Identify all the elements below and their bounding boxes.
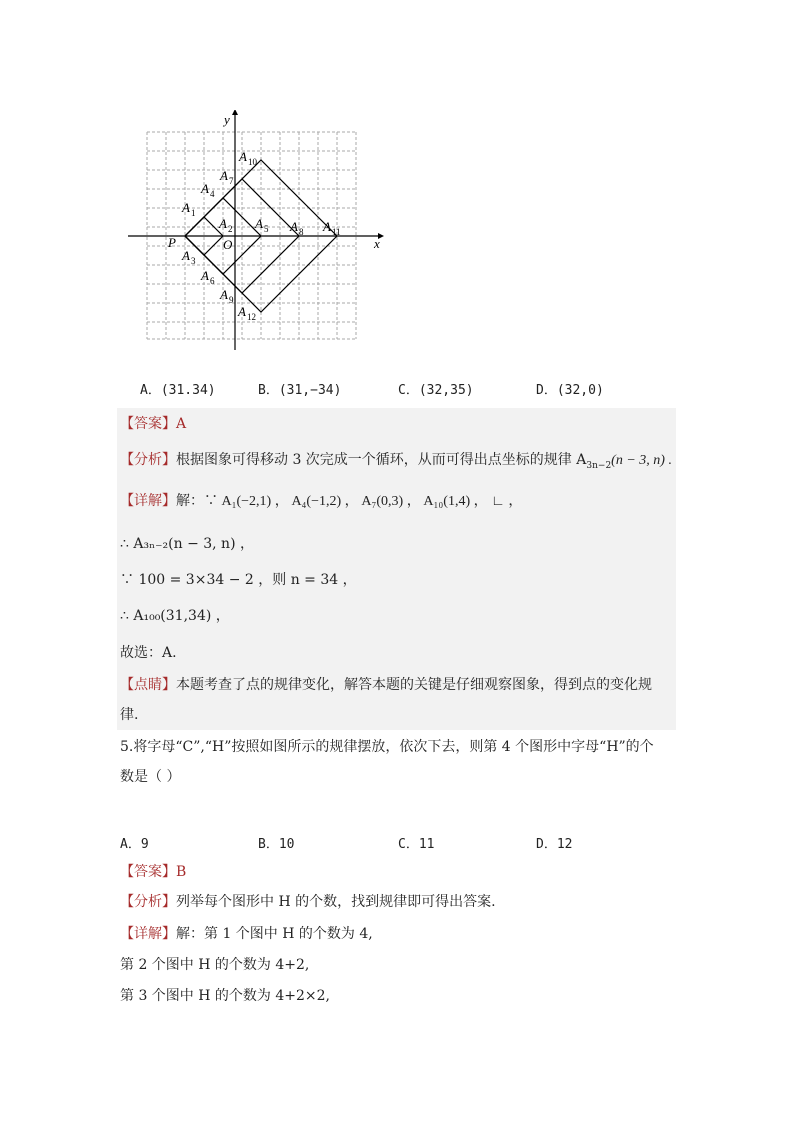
analysis-subscript: 3n−2 (586, 460, 612, 471)
label-a7-sub: 7 (229, 176, 234, 186)
q4-analysis-line (120, 450, 672, 476)
label-a4: A (201, 181, 209, 196)
analysis-tag: 【分析】 (120, 452, 176, 468)
label-a5-sub: 5 (264, 224, 269, 234)
q5-analysis-line (120, 892, 496, 912)
label-a11: A (323, 219, 331, 234)
answer-value: A (176, 416, 187, 432)
q5-analysis-text: 列举每个图形中 H 的个数，找到规律即可得出答案. (176, 894, 496, 910)
coordinate-grid-figure (120, 110, 390, 355)
x-axis-label: x (374, 236, 380, 251)
y-axis-label: y (224, 112, 230, 127)
label-a3: A (182, 248, 190, 263)
q5-detail-line-2: 第 2 个图中 H 的个数为 4+2, (120, 957, 310, 973)
option-b: B．(31,−34) (258, 383, 342, 398)
label-a5: A (255, 216, 263, 231)
detail-tag: 【详解】 (120, 493, 176, 509)
label-a1-sub: 1 (191, 208, 196, 218)
q5-stem-line-2: 数是（ ） (120, 769, 181, 785)
q4-answer-line (120, 414, 186, 434)
label-a12-sub: 12 (247, 312, 256, 322)
comment-tag: 【点睛】 (120, 677, 176, 693)
label-a10: A (239, 149, 247, 164)
q5-analysis-tag: 【分析】 (120, 894, 176, 910)
q4-detail-line-2: ∴ A₃ₙ₋₂(n − 3, n) ， (120, 536, 254, 552)
q5-answer-value: B (176, 864, 187, 880)
option-a: A．(31.34) (140, 383, 216, 398)
q5-answer-line (120, 862, 186, 882)
arrow-y (232, 110, 238, 115)
analysis-coord: (n − 3, n) . (611, 453, 672, 468)
label-a6: A (201, 268, 209, 283)
q5-option-d: D．12 (536, 837, 573, 852)
label-a11-sub: 11 (332, 227, 341, 237)
label-a2-sub: 2 (228, 224, 233, 234)
label-a9: A (220, 287, 228, 302)
point-p-label: P (168, 235, 176, 250)
label-a4-sub: 4 (210, 189, 215, 199)
detail-text-1: 解：∵ A₁(−2,1) ， A₄(−1,2) ， A₇(0,3) ， A₁₀(1,4) ， ∟ ， (176, 494, 523, 509)
label-a2: A (219, 216, 227, 231)
label-a7: A (220, 168, 228, 183)
q4-comment-line-1 (120, 675, 652, 695)
q4-detail-line-1 (120, 491, 522, 512)
label-a6-sub: 6 (210, 276, 215, 286)
option-d: D．(32,0) (536, 383, 604, 398)
answer-tag: 【答案】 (120, 416, 176, 432)
label-a9-sub: 9 (229, 295, 234, 305)
label-a12: A (238, 304, 246, 319)
q5-option-c: C．11 (398, 837, 435, 852)
analysis-text: 根据图象可得移动 3 次完成一个循环，从而可得出点坐标的规律 A (176, 452, 587, 468)
label-a8: A (290, 219, 298, 234)
q5-detail-text-1: 解：第 1 个图中 H 的个数为 4, (176, 926, 373, 942)
option-c: C．(32,35) (398, 383, 474, 398)
q4-comment-line-2: 律. (120, 707, 139, 723)
q5-detail-line-1 (120, 924, 373, 944)
q5-detail-tag: 【详解】 (120, 926, 176, 942)
label-a10-sub: 10 (248, 157, 257, 167)
q4-detail-line-3: ∵ 100 = 3×34 − 2 ，则 n = 34 ， (120, 572, 357, 588)
label-a1: A (182, 200, 190, 215)
label-a8-sub: 8 (299, 227, 304, 237)
origin-label: O (223, 237, 233, 252)
q5-detail-line-3: 第 3 个图中 H 的个数为 4+2×2, (120, 988, 330, 1004)
comment-text-1: 本题考查了点的规律变化，解答本题的关键是仔细观察图象，得到点的变化规 (176, 677, 652, 693)
q5-option-b: B．10 (258, 837, 295, 852)
q5-option-a: A．9 (120, 837, 149, 852)
q5-stem-line-1: 5.将字母“C”,“H”按照如图所示的规律摆放，依次下去，则第 4 个图形中字母“H”的个 (120, 739, 654, 755)
q5-answer-tag: 【答案】 (120, 864, 176, 880)
q4-detail-line-4: ∴ A₁₀₀(31,34) ， (120, 608, 230, 624)
q4-conclusion: 故选：A. (120, 645, 177, 661)
label-a3-sub: 3 (191, 256, 196, 266)
